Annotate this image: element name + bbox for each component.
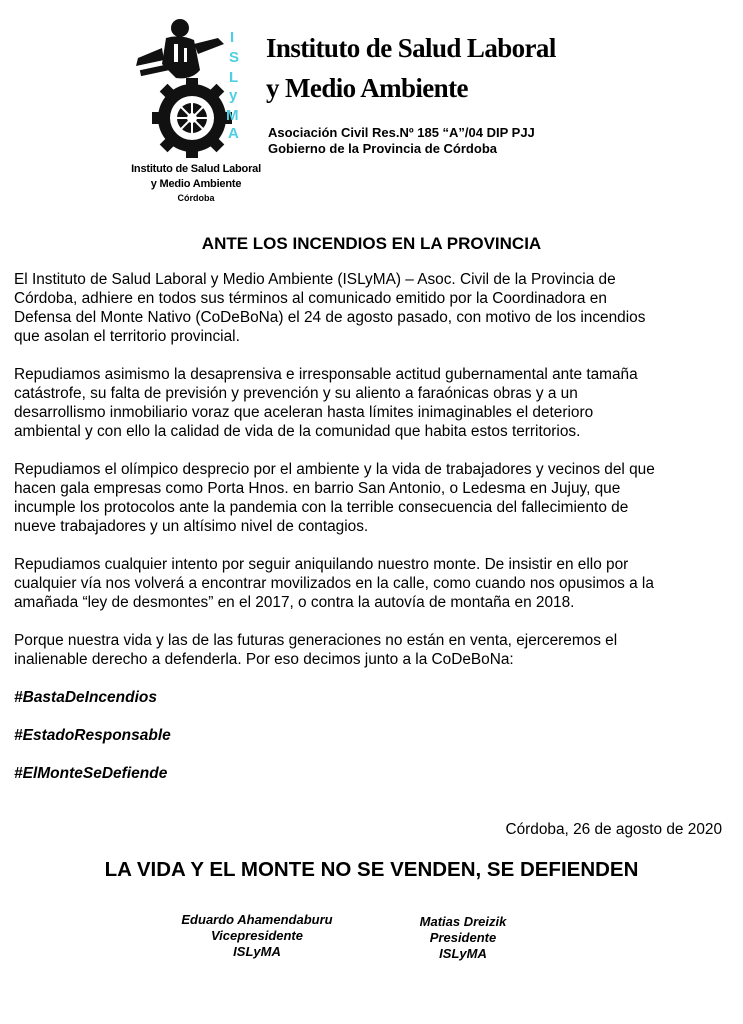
svg-text:M: M bbox=[226, 107, 239, 124]
org-name-line1: Instituto de Salud Laboral bbox=[266, 33, 556, 63]
logo-emblem-icon bbox=[126, 14, 268, 162]
logo-caption-line3: Córdoba bbox=[177, 193, 215, 203]
closing-slogan: LA VIDA Y EL MONTE NO SE VENDEN, SE DEFIENDEN bbox=[104, 858, 639, 881]
svg-text:S: S bbox=[229, 49, 240, 66]
signature-org: ISLyMA bbox=[233, 944, 281, 959]
document-body bbox=[14, 270, 730, 688]
org-registration-line1: Asociación Civil Res.Nº 185 “A”/04 DIP PJJ bbox=[268, 125, 535, 140]
logo-caption-line1: Instituto de Salud Laboral bbox=[131, 163, 261, 175]
signature-role: Vicepresidente bbox=[210, 928, 303, 943]
signature-org: ISLyMA bbox=[439, 946, 487, 961]
org-name bbox=[266, 28, 556, 108]
institute-logo bbox=[126, 14, 268, 206]
org-name-line2: y Medio Ambiente bbox=[266, 73, 468, 103]
svg-text:I: I bbox=[230, 29, 235, 46]
letterhead bbox=[0, 0, 743, 215]
svg-text:y: y bbox=[229, 87, 238, 104]
hashtag: #BastaDeIncendios bbox=[14, 689, 157, 706]
hashtag: #EstadoResponsable bbox=[14, 727, 171, 744]
signature-vicepresident bbox=[167, 912, 347, 960]
date-line: Córdoba, 26 de agosto de 2020 bbox=[505, 821, 722, 838]
paragraph-5: Porque nuestra vida y las de las futuras generaciones no están en venta, ejerceremos el inalienable derecho a defenderla. Por eso decimos junto a la CoDeBoNa: bbox=[14, 632, 618, 668]
svg-text:L: L bbox=[229, 69, 239, 86]
logo-caption bbox=[126, 162, 266, 204]
hashtag: #ElMonteSeDefiende bbox=[14, 765, 168, 782]
paragraph-2: Repudiamos asimismo la desaprensiva e irresponsable actitud gubernamental ante tamaña catástrofe, su falta de previsión y prevención y su aliento a faraónicas obras y a un desarrollismo inmobiliario voraz que aceleran hasta límites inimaginables el deterioro ambiental y con ello la calidad de vida de la comunidad que habita estos territorios. bbox=[14, 366, 638, 440]
paragraph-3: Repudiamos el olímpico desprecio por el ambiente y la vida de trabajadores y vecinos del que hacen gala empresas como Porta Hnos. en barrio San Antonio, o Ledesma en Jujuy, que incumple los protocolos ante la pandemia con la terrible consecuencia del fallecimiento de nueve trabajadores y un altísimo nivel de contagios. bbox=[14, 461, 655, 535]
svg-text:A: A bbox=[228, 125, 239, 142]
signature-name: Eduardo Ahamendaburu bbox=[181, 912, 333, 927]
org-registration-line2: Gobierno de la Provincia de Córdoba bbox=[268, 141, 497, 156]
document-title: ANTE LOS INCENDIOS EN LA PROVINCIA bbox=[201, 234, 542, 253]
signature-president bbox=[402, 914, 524, 962]
paragraph-4: Repudiamos cualquier intento por seguir aniquilando nuestro monte. De insistir en ello por cualquier vía nos volverá a encontrar movilizados en la calle, como cuando nos opusimos a la amañada “ley de desmontes” en el 2017, o contra la autovía de montaña en 2018. bbox=[14, 556, 654, 611]
signature-role: Presidente bbox=[429, 930, 497, 945]
logo-caption-line2: y Medio Ambiente bbox=[150, 178, 242, 190]
paragraph-1: El Instituto de Salud Laboral y Medio Ambiente (ISLyMA) – Asoc. Civil de la Provincia de Córdoba, adhiere en todos sus términos al comunicado emitido por la Coordinadora en Defensa del Monte Nativo (CoDeBoNa) el 24 de agosto pasado, con motivo de los incendios que asolan el territorio provincial. bbox=[14, 271, 646, 345]
org-registration bbox=[268, 125, 535, 157]
signature-name: Matias Dreizik bbox=[419, 914, 507, 929]
